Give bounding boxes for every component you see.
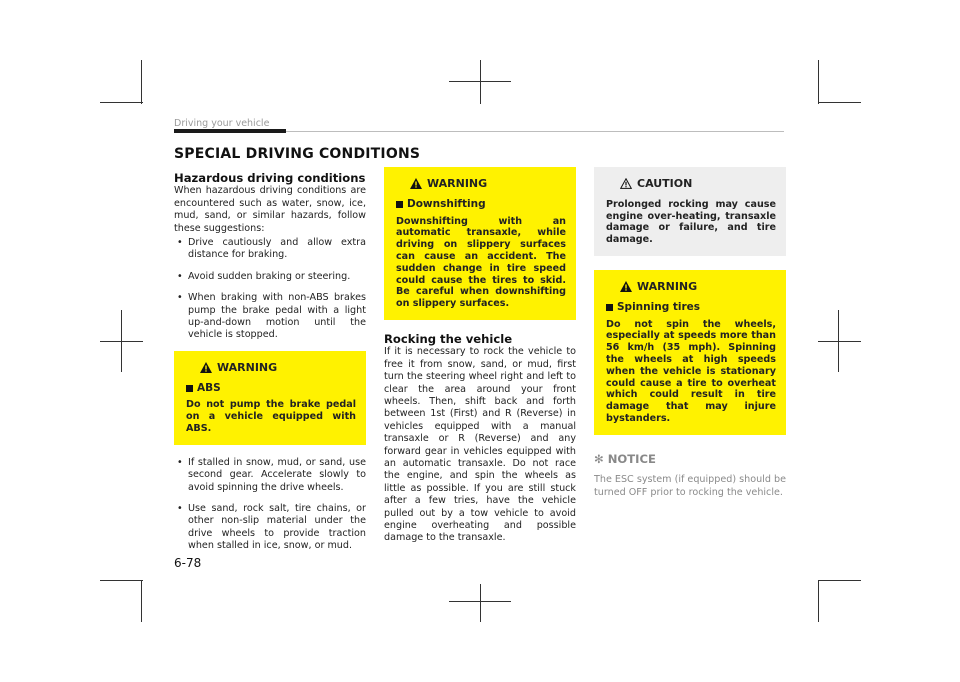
list-item: • Use sand, rock salt, tire chains, or other non-slip material under the drive wheels to provide traction when stalled in ice, snow, or mud. (177, 503, 366, 552)
hazardous-intro: When hazardous driving conditions are encountered such as water, snow, ice, mud, sand, or similar hazards, follow these suggestions: (174, 185, 366, 234)
list-item: • If stalled in snow, mud, or sand, use second gear. Accelerate slowly to avoid spinning the drive wheels. (177, 456, 366, 493)
warning-spinning-header (620, 281, 776, 293)
asterisk-icon: ✻ (594, 451, 604, 466)
column-2 (384, 167, 576, 545)
warning-icon (200, 362, 212, 373)
caution-text: Prolonged rocking may cause engine over-heating, transaxle damage or failure, and tire damage. (606, 198, 776, 246)
notice-label: NOTICE (607, 451, 656, 466)
warning-label: WARNING (427, 177, 488, 190)
page-title: SPECIAL DRIVING CONDITIONS (174, 146, 421, 162)
stalled-bullets (174, 457, 366, 553)
header-bar (174, 129, 286, 133)
column-3 (594, 167, 786, 499)
warning-icon (410, 178, 422, 189)
warning-icon (620, 281, 632, 292)
warning-label: WARNING (637, 279, 698, 293)
hazardous-heading: Hazardous driving conditions (174, 171, 366, 185)
warning-spinning-box (594, 270, 786, 435)
warning-spinning-text: Do not spin the wheels, especially at speeds more than 56 km/h (35 mph). Spinning the wheels at high speeds when the vehicle is stationary could cause a tire to overheat which could result in tire damage that may injure bystanders. (606, 318, 776, 424)
header-rule (286, 131, 784, 132)
square-bullet-icon (396, 201, 403, 208)
caution-icon (620, 178, 632, 189)
warning-downshift-header (410, 178, 566, 190)
square-bullet-icon (606, 304, 613, 311)
warning-spinning-sub: Spinning tires (606, 302, 776, 314)
warning-abs-header (200, 362, 356, 374)
rocking-text: If it is necessary to rock the vehicle to free it from snow, sand, or mud, first turn the steering wheel right and left to clear the area around your front wheels. Then, shift back and forth between 1st (First) and R (Reverse) in vehicles equipped with a manual transaxle or R (Reverse) and any forward gear in vehicles equipped with an automatic transaxle. Do not race the engine, and spin the wheels as little as possible. If you are still stuck after a few tries, have the vehicle pulled out by a tow vehicle to avoid engine overheating and possible damage to the transaxle. (384, 346, 576, 544)
caution-label: CAUTION (637, 177, 693, 190)
list-item: • Avoid sudden braking or steering. (177, 270, 351, 282)
warning-label: WARNING (217, 360, 278, 374)
notice-text: The ESC system (if equipped) should be turned OFF prior to rocking the vehicle. (594, 474, 786, 498)
warning-abs-box (174, 351, 366, 445)
warning-downshift-box (384, 167, 576, 320)
notice-header (594, 453, 786, 465)
page-number: 6-78 (174, 556, 202, 570)
warning-downshift-sub: Downshifting (396, 199, 566, 211)
column-1 (174, 172, 366, 562)
warning-abs-sub: ABS (186, 383, 356, 395)
caution-header (620, 178, 776, 190)
list-item: • Drive cautiously and allow extra distance for braking. (177, 237, 366, 261)
square-bullet-icon (186, 385, 193, 392)
rocking-heading: Rocking the vehicle (384, 331, 513, 346)
section-header: Driving your vehicle (174, 118, 270, 129)
hazardous-bullets (174, 237, 366, 342)
caution-box (594, 167, 786, 256)
warning-downshift-text: Downshifting with an automatic transaxle, while driving on slippery surfaces can cause an accident. The sudden change in tire speed could cause the tires to skid. Be careful when downshifting on slippery surfaces. (396, 215, 566, 310)
list-item: • When braking with non-ABS brakes pump the brake pedal with a light up-and-down motion until the vehicle is stopped. (177, 292, 366, 341)
warning-abs-text: Do not pump the brake pedal on a vehicle equipped with ABS. (186, 399, 356, 435)
